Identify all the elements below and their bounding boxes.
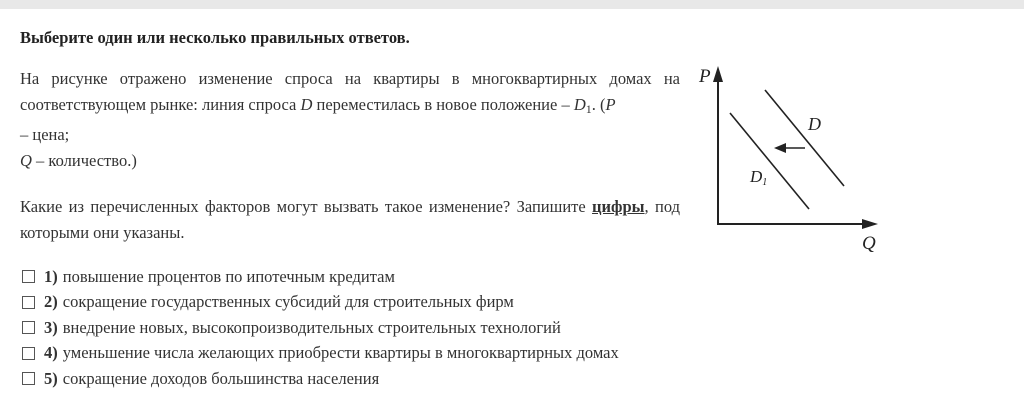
checkbox-5[interactable] (22, 372, 35, 385)
demand-line-d (765, 90, 844, 186)
description-text-2: переместилась в новое положение – (312, 95, 574, 114)
label-d: D (808, 114, 821, 134)
option-1[interactable] (22, 264, 619, 290)
description-q: Q (20, 151, 32, 170)
description-text-1: На рисунке отражено изменение спроса на квартиры в многоквартирных домах на соответствующем рынке: линия спроса (20, 69, 680, 114)
description-text-3: . ( (591, 95, 606, 114)
option-3-number: 3) (44, 317, 58, 337)
label-d1-main: D (750, 167, 763, 186)
x-axis-label: Q (862, 233, 876, 254)
question-prompt (20, 194, 680, 246)
y-axis-label: P (699, 66, 711, 87)
top-bar (0, 0, 1024, 9)
option-5[interactable] (22, 366, 619, 392)
description-text-4: – цена; (20, 125, 70, 144)
checkbox-1[interactable] (22, 270, 35, 283)
x-axis-arrow (862, 219, 878, 229)
label-d1-sub: 1 (762, 177, 768, 188)
answer-options (22, 264, 619, 392)
option-1-number: 1) (44, 266, 58, 286)
description-text-5: – количество.) (31, 151, 137, 170)
label-d1 (749, 167, 767, 188)
checkbox-3[interactable] (22, 321, 35, 334)
description-d: D (300, 95, 313, 114)
option-1-text: повышение процентов по ипотечным кредитам (62, 266, 395, 286)
option-2[interactable] (22, 290, 619, 316)
question-emphasis: цифры (592, 197, 645, 216)
option-3-text: внедрение новых, высокопроизводительных строительных технологий (62, 317, 561, 337)
option-5-text: сокращение доходов большинства населения (62, 368, 380, 388)
question-description (20, 66, 680, 174)
description-d1-sub: 1 (585, 102, 592, 116)
description-p: P (605, 95, 616, 114)
option-3[interactable] (22, 315, 619, 341)
option-2-number: 2) (44, 292, 58, 312)
demand-shift-graph (690, 58, 890, 258)
option-4-text: уменьшение числа желающих приобрести квартиры в многоквартирных домах (62, 343, 619, 363)
question-text-1: Какие из перечисленных факторов могут вызвать такое изменение? Запишите (20, 197, 593, 216)
checkbox-2[interactable] (22, 296, 35, 309)
checkbox-4[interactable] (22, 347, 35, 360)
y-axis-arrow (713, 66, 723, 82)
option-4[interactable] (22, 341, 619, 367)
shift-arrow-head (774, 143, 786, 153)
description-d1: D (573, 95, 586, 114)
instruction-text: Выберите один или несколько правильных ответов. (20, 28, 410, 47)
question-text-2: , под которыми они указаны. (20, 197, 680, 242)
demand-line-d1 (730, 113, 809, 209)
option-5-number: 5) (44, 368, 58, 388)
option-4-number: 4) (44, 343, 58, 363)
option-2-text: сокращение государственных субсидий для строительных фирм (62, 292, 514, 312)
